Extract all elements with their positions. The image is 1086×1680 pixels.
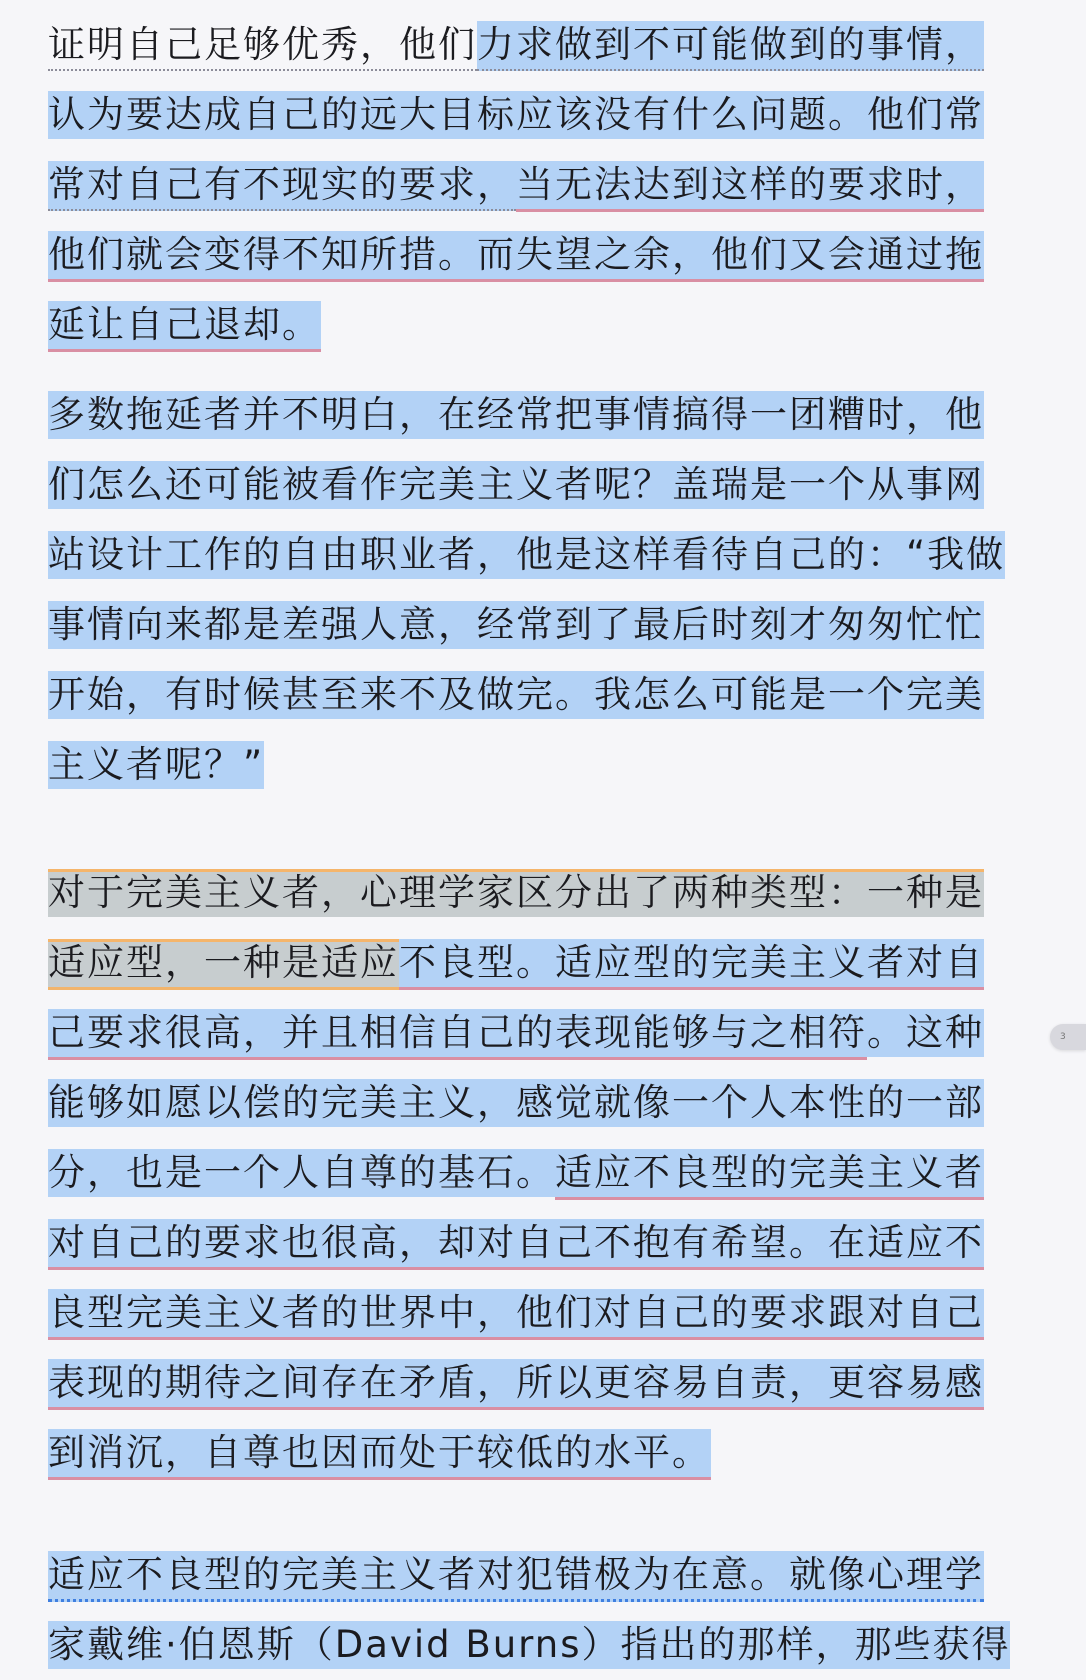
text-line [48,1610,1033,1680]
paragraph-4 [48,1540,1033,1680]
text-line [48,998,1033,1068]
highlighted-text[interactable]: 家戴维·伯恩斯（David Burns）指出的那样，那些获得 [48,1621,1010,1669]
highlighted-text[interactable]: 事情向来都是差强人意，经常到了最后时刻才匆匆忙忙 [48,601,984,649]
text-line [48,380,1033,450]
paragraph-2 [48,380,1033,800]
highlighted-text[interactable]: 们怎么还可能被看作完美主义者呢？盖瑞是一个从事网 [48,461,984,509]
text-line [48,1540,1033,1610]
text-line [48,290,1033,360]
text-line [48,220,1033,290]
highlighted-text[interactable]: 认为要达成自己的远大目标应该没有什么问题。他们常 [48,91,984,139]
highlighted-text[interactable]: 他们就会变得不知所措。而失望之余， [48,231,711,282]
scroll-page-number: 3 [1060,1032,1066,1042]
highlighted-text[interactable]: 延让自己退却。 [48,301,321,352]
highlighted-text[interactable]: 常对自己有不现实的要求， [48,161,516,211]
text-line [48,450,1033,520]
highlighted-text[interactable]: 力求做到不可能做到的事情， [477,21,984,71]
text-line [48,80,1033,150]
text-line [48,730,1033,800]
highlighted-text[interactable]: 当无法达到这样的要求时， [516,161,984,212]
highlighted-text[interactable]: 能够如愿以偿的完美主义，感觉就像一个人本性的一部 [48,1079,984,1127]
highlighted-text[interactable]: 表现的期待之间存在矛盾，所以更容易自责，更容易感 [48,1359,984,1410]
text-line [48,1068,1033,1138]
highlighted-text[interactable]: 站设计工作的自由职业者，他是这样看待自己的：“我做 [48,531,1005,579]
text-line [48,858,1033,928]
text-line [48,590,1033,660]
highlighted-text[interactable]: 多数拖延者并不明白，在经常把事情搞得一团糟时，他 [48,391,984,439]
note-highlighted-text[interactable]: 适应型，一种是适应 [48,939,399,990]
paragraph-3 [48,858,1033,1488]
text-line [48,1348,1033,1418]
text-segment[interactable]: 证明自己足够优秀，他们 [48,21,477,71]
highlighted-text[interactable]: 他们又会通过拖 [711,231,984,282]
highlighted-text[interactable]: 不良型。适应型的完美主义者对自 [399,939,984,990]
highlighted-text[interactable]: 己要求很高，并且相信自己的表现能够与之相符 [48,1009,867,1060]
text-line [48,928,1033,998]
note-highlighted-text[interactable]: 对于完美主义者，心理学家区分出了两种类型：一种是 [48,869,984,917]
text-line [48,1278,1033,1348]
text-line [48,10,1033,80]
highlighted-text[interactable]: 到消沉，自尊也因而处于较低的水平。 [48,1429,711,1480]
highlighted-text[interactable]: 适应不良型的完美主义者对犯错极为在意。就像心理学 [48,1551,984,1602]
highlighted-text[interactable]: 主义者呢？” [48,741,264,789]
text-line [48,150,1033,220]
highlighted-text[interactable]: 分，也是一个人自尊的基石。 [48,1149,555,1197]
highlighted-text[interactable]: 适应不良型的完美主义者 [555,1149,984,1200]
text-line [48,1138,1033,1208]
highlighted-text[interactable]: 对自己的要求也很高，却对自己不抱有希望。在适应不 [48,1219,984,1270]
highlighted-text[interactable]: 良型完美主义者的世界中，他们对自己的要求跟对自己 [48,1289,984,1340]
text-line [48,1418,1033,1488]
paragraph-1 [48,10,1033,360]
text-line [48,1208,1033,1278]
text-line [48,660,1033,730]
highlighted-text[interactable]: 开始，有时候甚至来不及做完。我怎么可能是一个完美 [48,671,984,719]
scroll-position-handle[interactable] [1050,1024,1086,1050]
highlighted-text[interactable]: 。这种 [867,1009,984,1057]
text-line [48,520,1033,590]
